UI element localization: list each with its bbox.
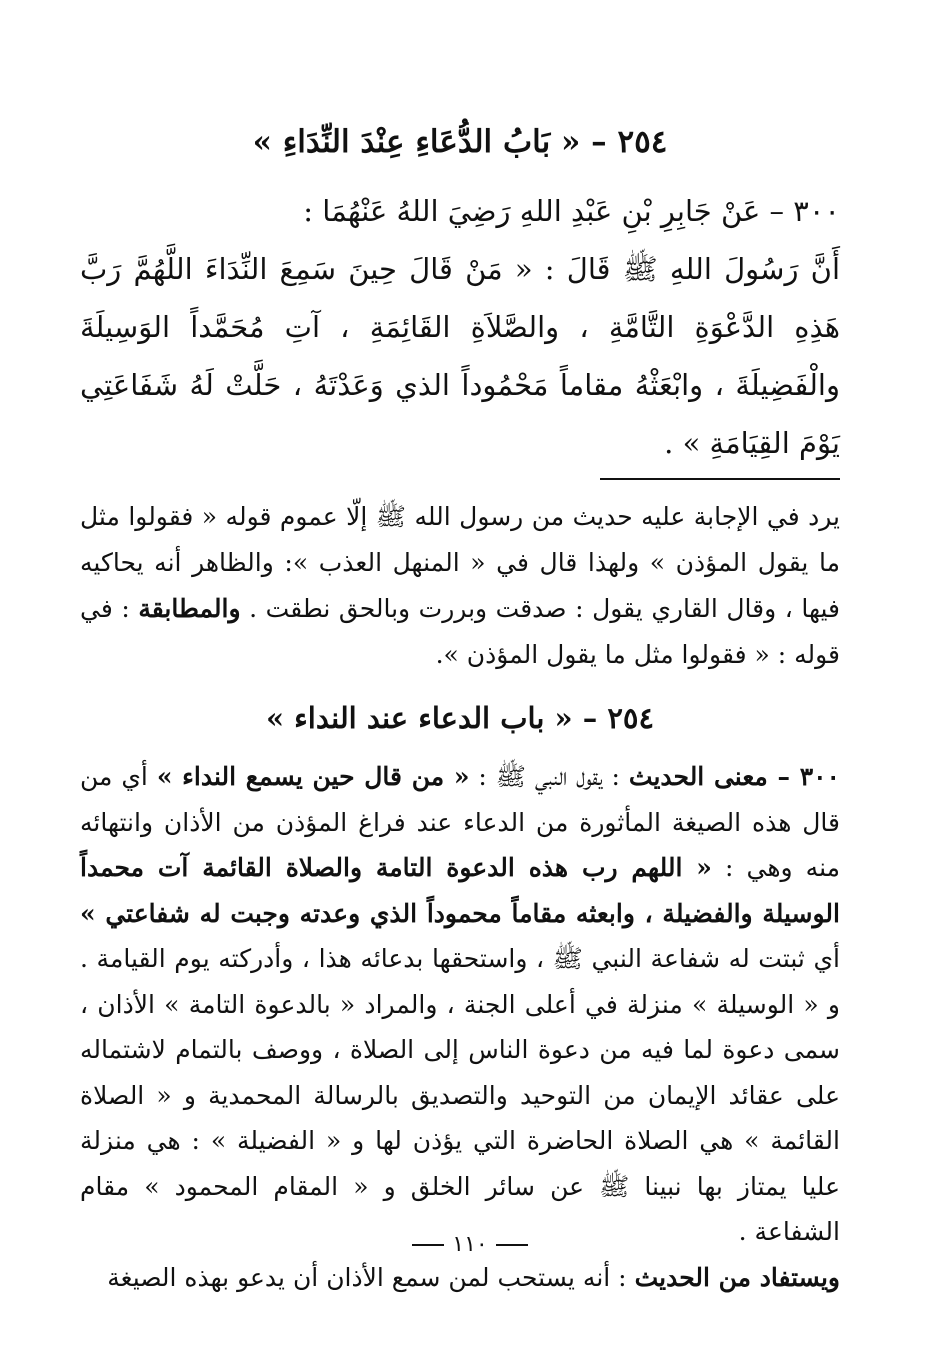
page-number-dash-left	[412, 1244, 444, 1246]
commentary-label: ٣٠٠ – معنى الحديث	[628, 762, 840, 791]
commentary-quote-1: « من قال حين يسمع النداء »	[156, 762, 470, 791]
benefit-label: ويستفاد من الحديث	[634, 1262, 840, 1292]
page-content	[80, 120, 840, 1300]
hadith-intro: ٣٠٠ – عَنْ جَابِرِ بْنِ عَبْدِ اللهِ رَضِيَ اللهُ عَنْهُمَا :	[303, 194, 840, 228]
chapter-title: ٢٥٤ – « بَابُ الدُّعَاءِ عِنْدَ النِّدَاءِ »	[252, 124, 668, 160]
commentary-text-3: أي ثبتت له شفاعة النبي ﷺ ، واستحقها بدعائه هذا ، وأدركته يوم القيامة . و « الوسيلة » منزلة في أعلى الجنة ، والمراد « بالدعوة التامة » الأذان ، سمى دعوة لما فيه من دعوة الناس إلى الصلاة ، ووصف بالتمام لاشتماله على عقائد الإيمان من التوحيد والتصديق بالرسالة المحمدية و « الصلاة القائمة » هي الصلاة الحاضرة التي يؤذن لها و « الفضيلة » : هي منزلة عليا يمتاز بها نبينا ﷺ عن سائر الخلق و « المقام المحمود » مقام الشفاعة .	[80, 944, 840, 1246]
benefit-text: : أنه يستحب لمن سمع الأذان أن يدعو بهذه الصيغة	[107, 1262, 627, 1292]
benefit-paragraph	[80, 1255, 840, 1301]
footnote-divider	[600, 478, 840, 480]
footnote-bold-term: والمطابقة	[138, 594, 241, 623]
page-number-dash-right	[496, 1244, 528, 1246]
commentary-text-1: : يقول النبي ﷺ :	[478, 762, 620, 791]
page-number-footer	[0, 1232, 940, 1257]
hadith-text: أَنَّ رَسُولَ اللهِ ﷺ قَالَ : « مَنْ قَالَ حِينَ سَمِعَ النِّدَاءَ اللَّهُمَّ رَبَّ هَذِهِ الدَّعْوَةِ التَّامَّةِ ، والصَّلاَةِ القَائِمَةِ ، آتِ مُحَمَّداً الوَسِيلَةَ والْفَضِيلَةَ ، وابْعَثْهُ مقاماً مَحْمُوداً الذي وَعَدْتَهُ ، حَلَّتْ لَهُ شَفَاعَتِي يَوْمَ القِيَامَةِ » .	[80, 252, 840, 460]
commentary-paragraph	[80, 754, 840, 1255]
footnote	[80, 494, 840, 678]
commentary-quote-2: « اللهم رب هذه الدعوة التامة والصلاة القائمة آت محمداً الوسيلة والفضيلة ، وابعثه مقاماً محموداً الذي وعدته وجبت له شفاعتي »	[80, 853, 840, 928]
commentary-text-2: أي من قال هذه الصيغة المأثورة من الدعاء عند فراغ المؤذن من الأذان وانتهائه منه وهي :	[80, 762, 840, 882]
footnote-text-1: يرد في الإجابة عليه حديث من رسول الله ﷺ إلّا عموم قوله « فقولوا مثل ما يقول المؤذن » ولهذا قال في « المنهل العذب »: والظاهر أنه يحاكيه فيها ، وقال القاري يقول : صدقت وبررت وبالحق نطقت .	[80, 502, 840, 623]
footnote-text-2: : في قوله : « فقولوا مثل ما يقول المؤذن ».	[80, 594, 840, 669]
page-number: ١١٠	[452, 1232, 488, 1257]
chapter-title-2: ٢٥٤ – « باب الدعاء عند النداء »	[265, 701, 655, 735]
